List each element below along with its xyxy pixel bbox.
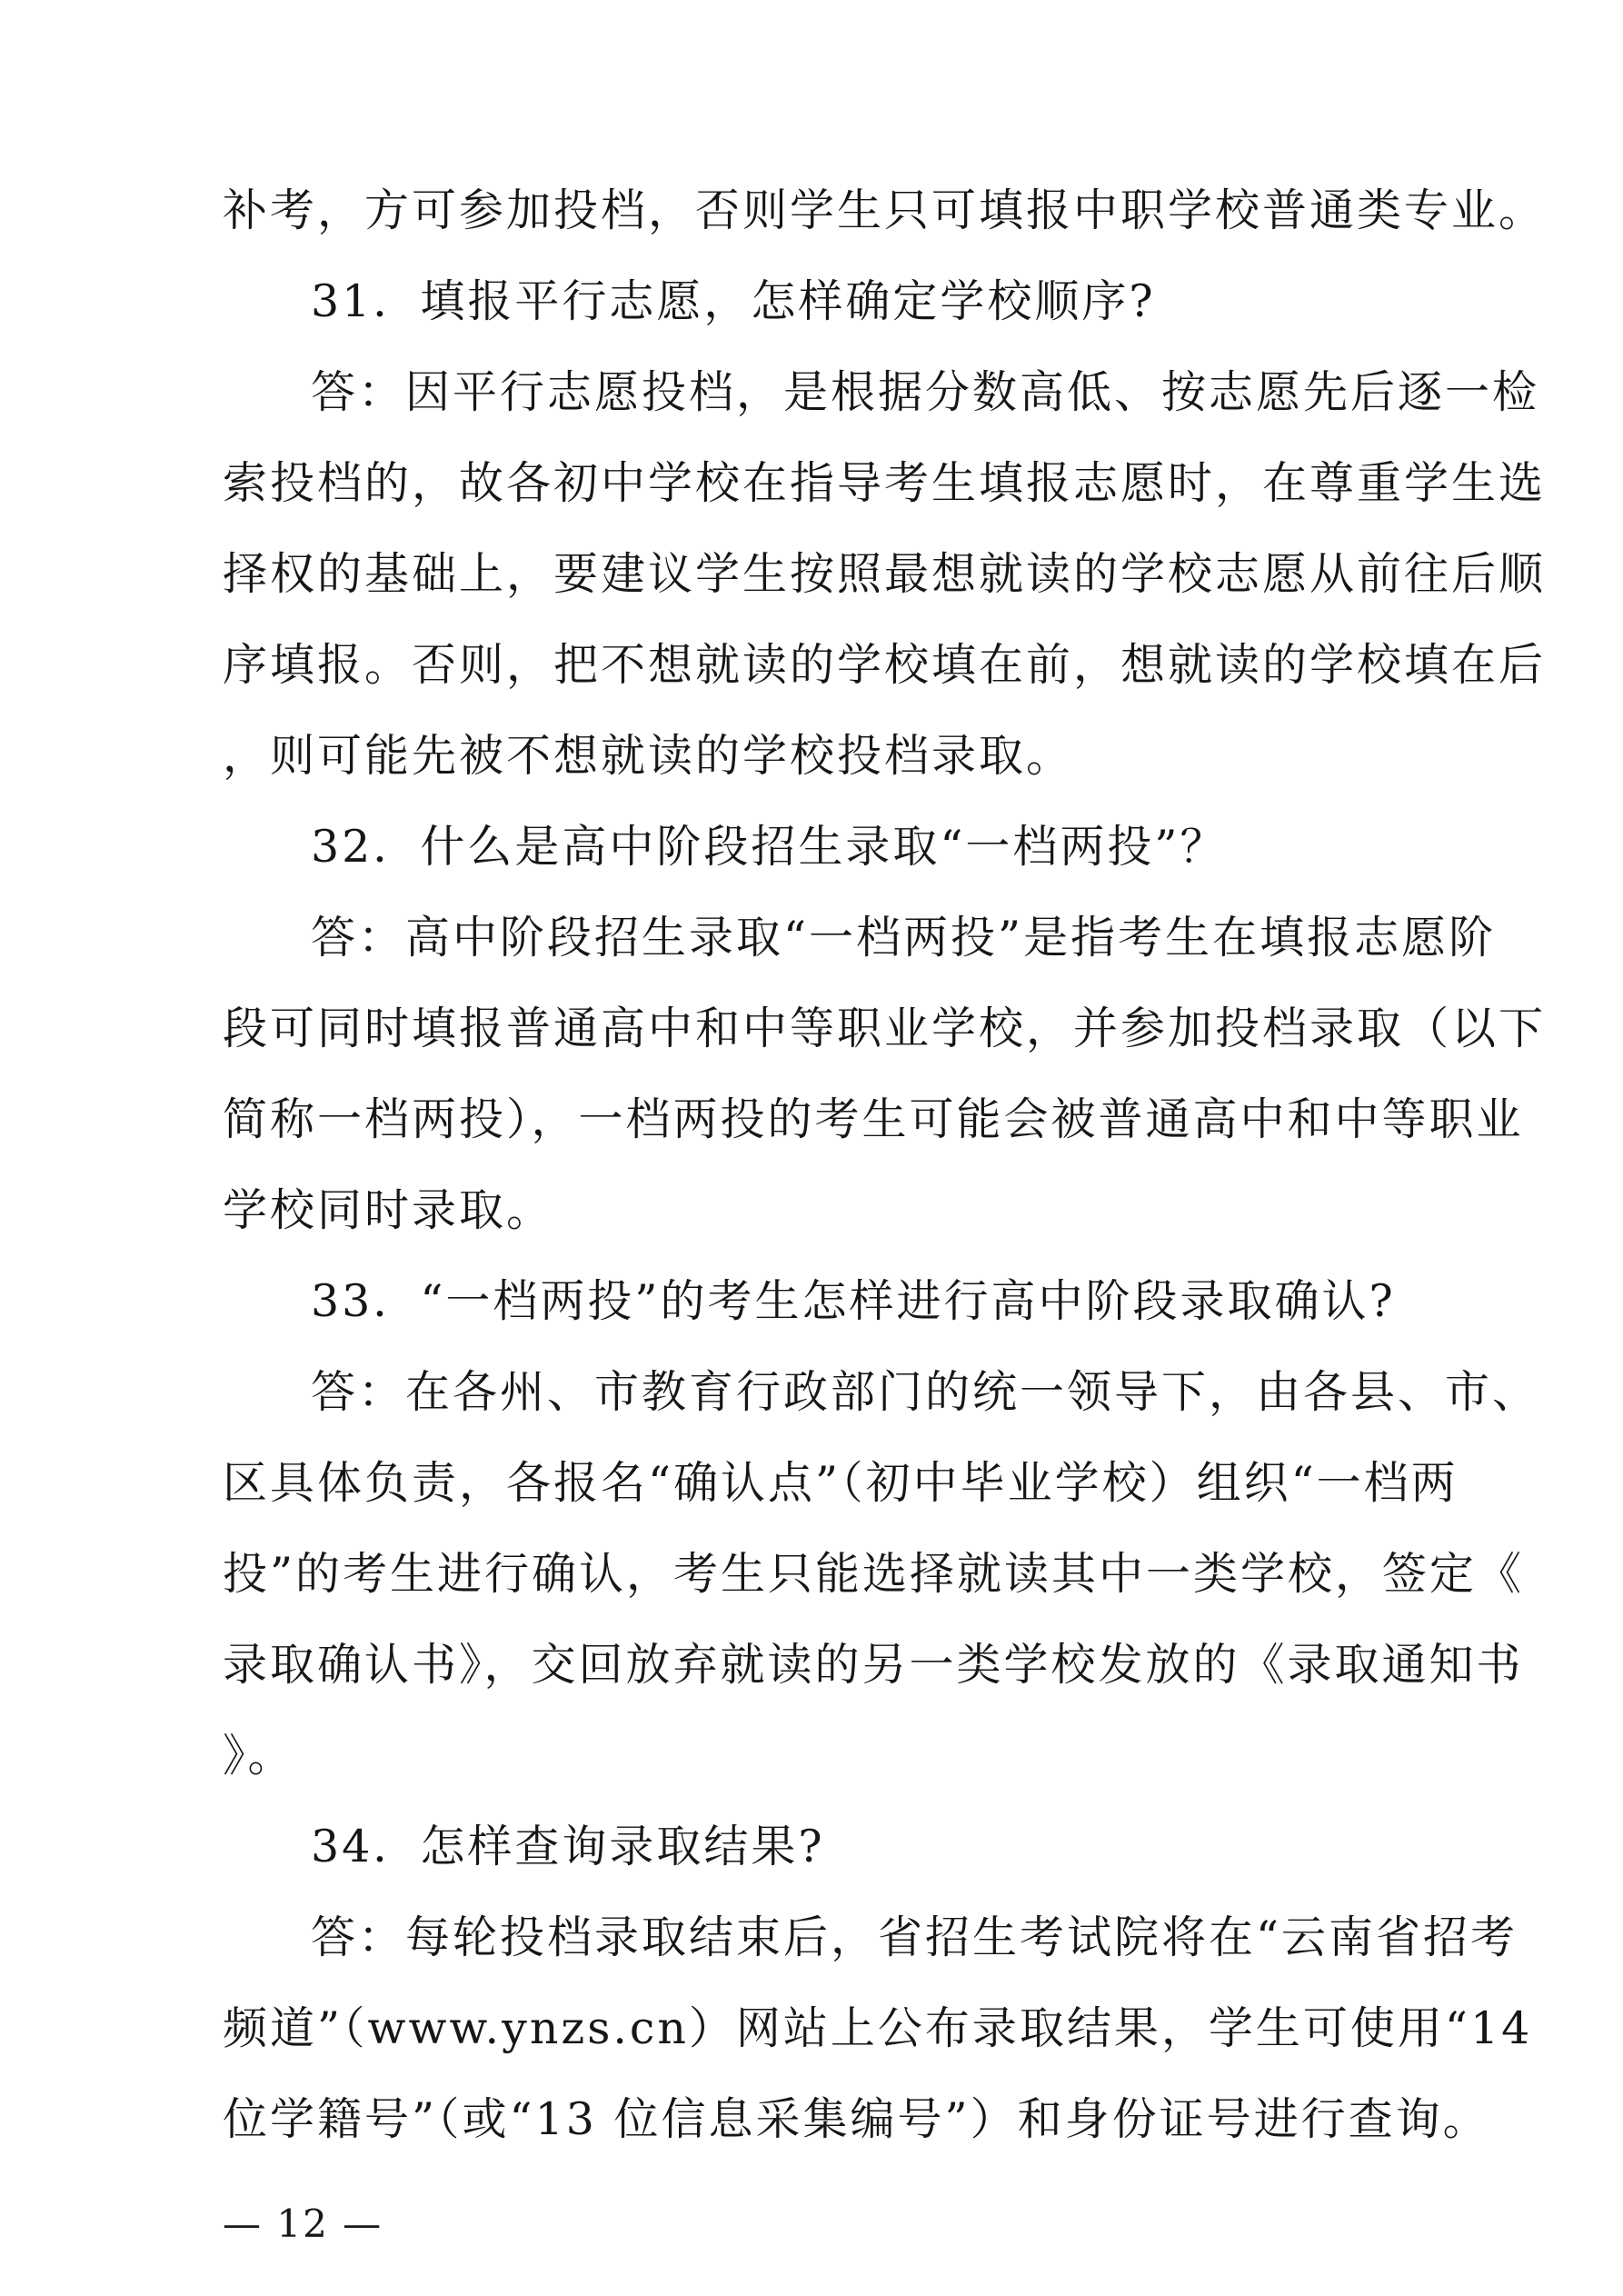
paragraph-line: 索投档的，故各初中学校在指导考生填报志愿时，在尊重学生选 [223,457,1547,509]
paragraph-line: 学校同时录取。 [223,1184,554,1236]
paragraph-line: ，则可能先被不想就读的学校投档录取。 [223,730,1074,782]
paragraph-line: 》。 [223,1730,295,1782]
paragraph-line: 补考，方可参加投档，否则学生只可填报中职学校普通类专业。 [223,185,1547,236]
paragraph-line: 择权的基础上，要建议学生按照最想就读的学校志愿从前往后顺 [223,548,1547,600]
paragraph-line: 简称一档两投），一档两投的考生可能会被普通高中和中等职业 [223,1093,1524,1145]
paragraph-line: 答：因平行志愿投档，是根据分数高低、按志愿先后逐一检 [311,366,1540,418]
paragraph-line: 答：每轮投档录取结束后，省招生考试院将在“云南省招考 [311,1912,1518,1963]
question-heading: 31．填报平行志愿，怎样确定学校顺序? [311,275,1156,327]
paragraph-line: 位学籍号”（或“13 位信息采集编号”）和身份证号进行查询。 [223,2093,1490,2145]
paragraph-line: 段可同时填报普通高中和中等职业学校，并参加投档录取（以下 [223,1003,1547,1054]
question-heading: 33．“一档两投”的考生怎样进行高中阶段录取确认? [311,1275,1396,1327]
paragraph-line: 序填报。否则，把不想就读的学校填在前，想就读的学校填在后 [223,639,1547,691]
question-heading: 34．怎样查询录取结果? [311,1821,825,1872]
paragraph-line: 区具体负责，各报名“确认点”（初中毕业学校）组织“一档两 [223,1457,1459,1509]
paragraph-line: 频道”（www.ynzs.cn）网站上公布录取结果，学生可使用“14 [223,2002,1533,2054]
paragraph-line: 录取确认书》，交回放弃就读的另一类学校发放的《录取通知书 [223,1639,1524,1691]
question-heading: 32．什么是高中阶段招生录取“一档两投”？ [311,821,1228,873]
paragraph-line: 答：高中阶段招生录取“一档两投”是指考生在填报志愿阶 [311,912,1497,963]
page-number: — 12 — [223,2201,383,2246]
paragraph-line: 答：在各州、市教育行政部门的统一领导下，由各县、市、 [311,1366,1540,1418]
paragraph-line: 投”的考生进行确认，考生只能选择就读其中一类学校，签定《 [223,1548,1525,1600]
